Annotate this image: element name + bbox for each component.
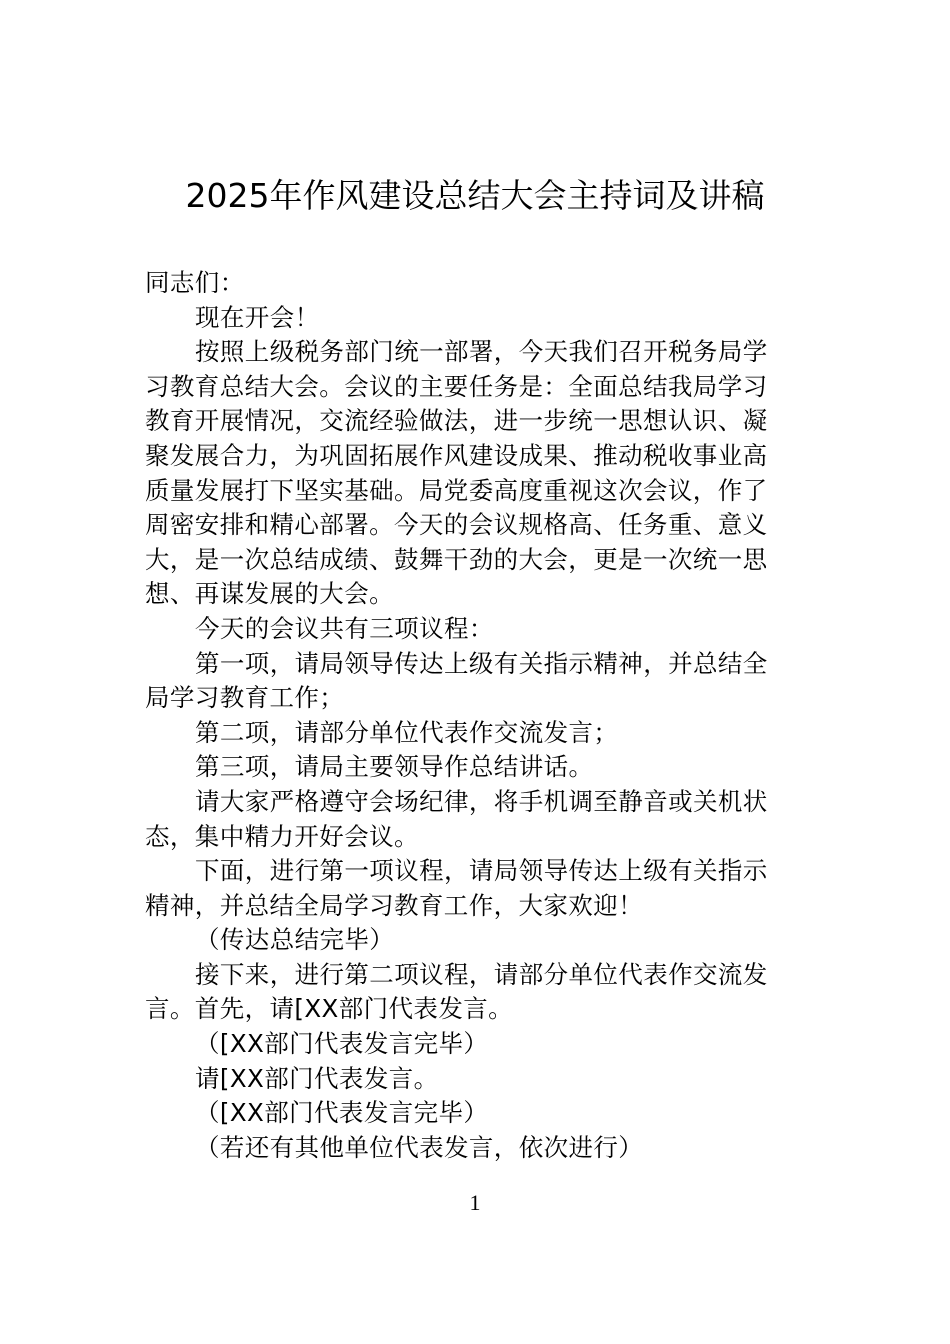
paragraph-line: 今天的会议共有三项议程：: [195, 613, 494, 643]
paragraph-line: 第一项，请局领导传达上级有关指示精神，并总结全: [195, 648, 768, 678]
paragraph-line: 教育开展情况，交流经验做法，进一步统一思想认识、凝: [145, 406, 768, 436]
paragraph-line: 大，是一次总结成绩、鼓舞干劲的大会，更是一次统一思: [145, 544, 768, 574]
document-title: 2025年作风建设总结大会主持词及讲稿: [185, 176, 765, 215]
paragraph-line: 质量发展打下坚实基础。局党委高度重视这次会议，作了: [145, 475, 768, 505]
page-number: 1: [469, 1190, 481, 1215]
paragraph-line: 言。首先，请[XX部门代表发言。: [145, 994, 514, 1024]
paragraph-line: 习教育总结大会。会议的主要任务是：全面总结我局学习: [145, 371, 768, 401]
paragraph-line: 接下来，进行第二项议程，请部分单位代表作交流发: [195, 959, 768, 989]
paragraph-line: 周密安排和精心部署。今天的会议规格高、任务重、意义: [145, 510, 768, 540]
document-body: [145, 266, 810, 1165]
paragraph-line: 聚发展合力，为巩固拓展作风建设成果、推动税收事业高: [145, 440, 768, 470]
paragraph-line: （若还有其他单位代表发言，依次进行）: [195, 1132, 644, 1162]
paragraph-line: 精神，并总结全局学习教育工作，大家欢迎！: [145, 890, 643, 920]
paragraph-line: （传达总结完毕）: [195, 925, 395, 955]
paragraph-line: 现在开会！: [195, 302, 320, 332]
paragraph-line: （[XX部门代表发言完毕）: [195, 1098, 489, 1128]
paragraph-line: 请[XX部门代表发言。: [195, 1063, 439, 1093]
paragraph-line: 想、再谋发展的大会。: [145, 579, 394, 609]
paragraph-line: 态，集中精力开好会议。: [145, 821, 419, 851]
paragraph-line: 同志们：: [145, 268, 245, 297]
paragraph-line: 第三项，请局主要领导作总结讲话。: [195, 752, 594, 782]
paragraph-line: 第二项，请部分单位代表作交流发言；: [195, 717, 619, 747]
paragraph-line: 局学习教育工作；: [145, 683, 345, 713]
paragraph-line: （[XX部门代表发言完毕）: [195, 1029, 489, 1059]
paragraph-line: 请大家严格遵守会场纪律，将手机调至静音或关机状: [195, 786, 768, 816]
paragraph-line: 按照上级税务部门统一部署，今天我们召开税务局学: [195, 337, 768, 367]
paragraph-line: 下面，进行第一项议程，请局领导传达上级有关指示: [195, 856, 768, 886]
